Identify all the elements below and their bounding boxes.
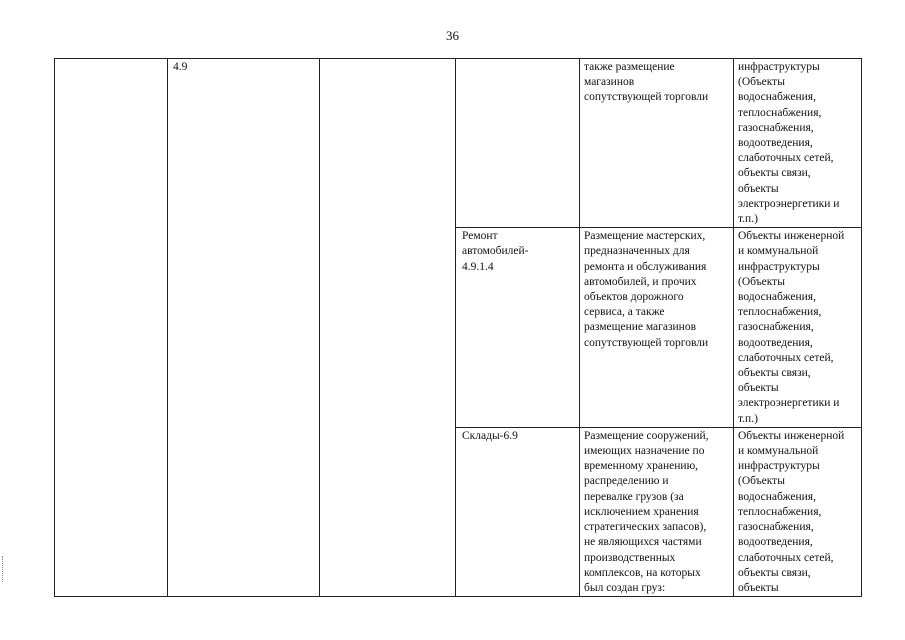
- table-cell-col3: [320, 59, 456, 597]
- table-cell-use-description: [580, 427, 734, 596]
- table-cell-use-description: [580, 228, 734, 428]
- cell-text: инфраструктуры (Объекты водоснабжения, теплоснабжения, газоснабжения, водоотведения, слаботочных сетей, объекты связи, объекты электроэнергетики и т.п.): [738, 61, 840, 226]
- cell-text: Размещение сооружений, имеющих назначение по временному хранению, распределению и перевалке грузов (за исключением хранения стратегических запасов), не являющихся частями производственных комплексов, на которых был создан груз:: [584, 429, 709, 594]
- page-number: 36: [446, 28, 459, 43]
- cell-text: Склады-6.9: [462, 429, 518, 442]
- table-cell-infrastructure: [734, 427, 862, 596]
- table-cell-use-name: [456, 59, 580, 228]
- table-cell-use-name: [456, 427, 580, 596]
- cell-text: Объекты инженерной и коммунальной инфраструктуры (Объекты водоснабжения, теплоснабжения, газоснабжения, водоотведения, слаботочных сетей, объекты связи, объекты электроэнергетики и т.п.): [738, 230, 845, 425]
- table-cell-code: [168, 59, 320, 597]
- scan-edge-mark: [2, 556, 4, 582]
- table-row: [55, 59, 862, 228]
- table-cell-infrastructure: [734, 228, 862, 428]
- cell-text: Объекты инженерной и коммунальной инфраструктуры (Объекты водоснабжения, теплоснабжения, газоснабжения, водоотведения, слаботочных сетей, объекты связи, объекты: [738, 429, 845, 594]
- table-cell-use-description: [580, 59, 734, 228]
- zoning-table: [54, 58, 862, 597]
- cell-text: 4.9: [173, 61, 188, 73]
- table-cell-col1: [55, 59, 168, 597]
- cell-text: Ремонт автомобилей- 4.9.1.4: [462, 230, 529, 273]
- cell-text: Размещение мастерских, предназначенных для ремонта и обслуживания автомобилей, и прочих объектов дорожного сервиса, а также размещение магазинов сопутствующей торговли: [584, 230, 709, 349]
- cell-text: также размещение магазинов сопутствующей торговли: [584, 61, 709, 104]
- table-cell-infrastructure: [734, 59, 862, 228]
- table-cell-use-name: [456, 228, 580, 428]
